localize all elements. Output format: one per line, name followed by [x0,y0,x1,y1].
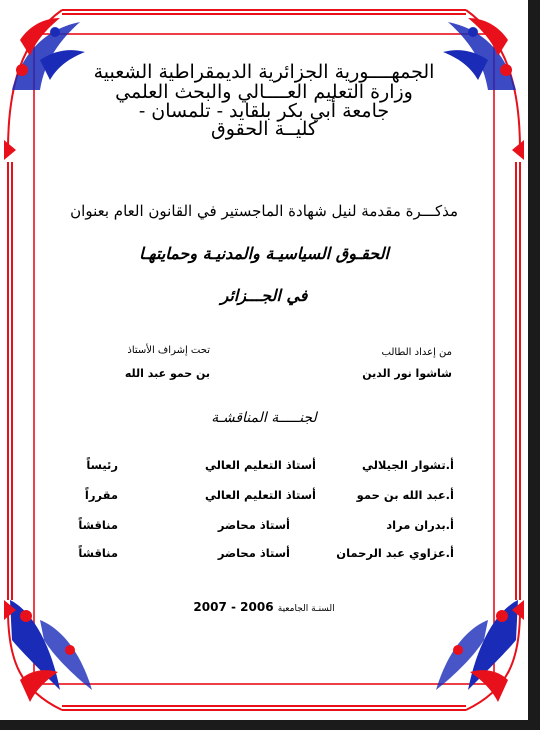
member-role: مناقشاً [78,546,118,560]
header-faculty: كليــة الحقوق [211,118,317,140]
member-role: مناقشاً [78,518,118,532]
member-role: رئيساً [86,458,118,472]
member-role: مقرراً [84,488,118,502]
thesis-title-line1: الحقـوق السياسيـة والمدنيـة وحمايتهـا [139,244,389,263]
member-rank: أستاذ محاضر [217,546,290,560]
thesis-title-line2: في الجـــزائر [220,286,308,305]
member-rank: أستاذ التعليم العالي [204,458,316,472]
member-name: أ.عزاوي عبد الرحمان [336,546,454,560]
page-shadow-right [528,0,540,730]
academic-year-value: 2006 - 2007 [193,600,274,614]
member-rank: أستاذ التعليم العالي [204,488,316,502]
header-ministry: وزارة التعليم العــــالي والبحث العلمي [115,81,413,103]
page-shadow-bottom [0,720,540,730]
supervisor-name: بن حمو عبد الله [124,367,210,380]
committee-title: لجنـــــة المناقشـة [211,410,317,426]
academic-year [0,600,528,614]
member-name: أ.عبد الله بن حمو [356,488,454,502]
member-rank: أستاذ محاضر [217,518,290,532]
student-label: من إعداد الطالب [381,347,452,358]
member-name: أ.بدران مراد [386,518,454,532]
header-republic: الجمهــــورية الجزائرية الديمقراطية الشعبية [93,61,435,83]
student-name: شاشوا نور الدين [362,367,452,380]
side-flourish-left [4,140,16,620]
corner-ornament-bottom-left [8,600,92,710]
corner-ornament-bottom-right [436,600,520,710]
supervisor-label: تحت إشراف الأستاذ [127,345,210,356]
member-name: أ.تشوار الجيلالي [361,458,454,472]
thesis-intro: مذكـــرة مقدمة لنيل شهادة الماجستير في القانون العام بعنوان [70,202,458,220]
header-university: جامعة أبي بكر بلقايد - تلمسان - [138,100,390,122]
academic-year-label: السنـة الجامعية [277,604,335,614]
side-flourish-right [512,140,524,620]
